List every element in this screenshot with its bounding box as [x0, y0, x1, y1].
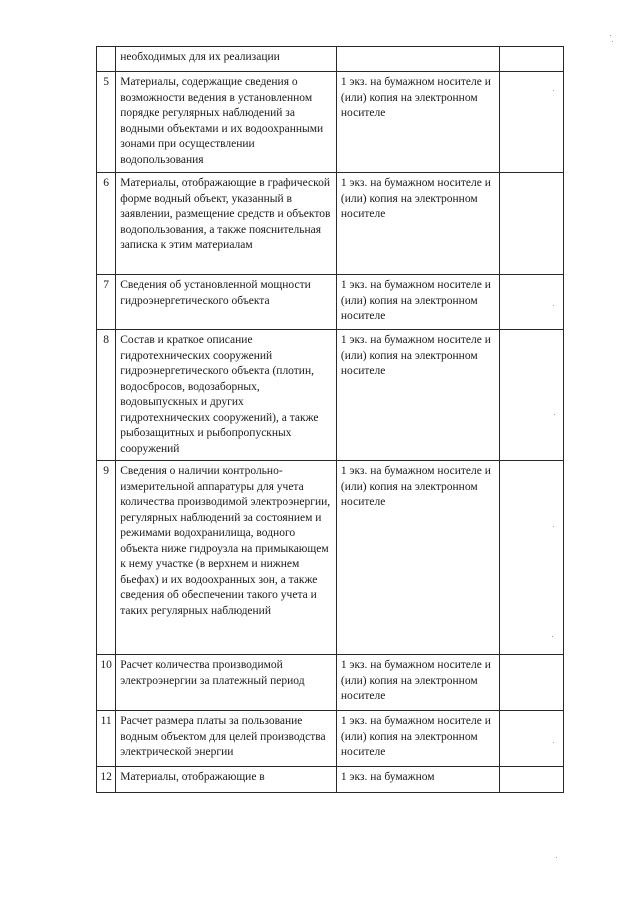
- document-name: Сведения о наличии контрольно-измерительной аппаратуры для учета количества производимой электроэнергии, регулярных наблюдений за состоянием и режимами водохранилища, водного объекта ниже гидроузла на примыкающем к нему участке (в верхнем и нижнем бьефах) и их водоохранных зон, а также сведения об обеспечении такого учета и таких регулярных наблюдений: [116, 461, 337, 655]
- submission-form: 1 экз. на бумажном носителе и (или) копия на электронном носителе: [336, 330, 499, 461]
- document-name: Материалы, отображающие в графической форме водный объект, указанный в заявлении, размещение средств и объектов водопользования, а также пояснительная записка к этим материалам: [116, 173, 337, 275]
- submission-form: 1 экз. на бумажном носителе и (или) копия на электронном носителе: [336, 72, 499, 173]
- document-name: Расчет размера платы за пользование водным объектом для целей производства электрической энергии: [116, 711, 337, 767]
- row-number: 7: [97, 275, 116, 330]
- note-cell: [499, 72, 563, 173]
- note-cell: [499, 173, 563, 275]
- table-row: [97, 767, 564, 793]
- row-number: 8: [97, 330, 116, 461]
- scan-speck: [610, 35, 611, 36]
- table-row: [97, 711, 564, 767]
- table-row: [97, 47, 564, 72]
- document-name: Расчет количества производимой электроэнергии за платежный период: [116, 655, 337, 711]
- table-row: [97, 275, 564, 330]
- table-row: [97, 173, 564, 275]
- scan-speck: [553, 742, 554, 743]
- note-cell: [499, 47, 563, 72]
- document-name: Состав и краткое описание гидротехнических сооружений гидроэнергетического объекта (плотин, водосбросов, водозаборных, водовыпускных и других гидротехнических сооружений), а также рыбозащитных и рыбопропускных сооружений: [116, 330, 337, 461]
- note-cell: [499, 275, 563, 330]
- scan-speck: [554, 414, 555, 415]
- document-table: [96, 46, 564, 793]
- document-name: Сведения об установленной мощности гидроэнергетического объекта: [116, 275, 337, 330]
- table-row: [97, 655, 564, 711]
- note-cell: [499, 330, 563, 461]
- note-cell: [499, 655, 563, 711]
- row-number: 5: [97, 72, 116, 173]
- submission-form: 1 экз. на бумажном носителе и (или) копия на электронном носителе: [336, 275, 499, 330]
- note-cell: [499, 461, 563, 655]
- document-name: Материалы, содержащие сведения о возможности ведения в установленном порядке регулярных наблюдений за водными объектами и их водоохранными зонами при осуществлении водопользования: [116, 72, 337, 173]
- submission-form: 1 экз. на бумажном носителе и (или) копия на электронном носителе: [336, 173, 499, 275]
- submission-form: 1 экз. на бумажном носителе и (или) копия на электронном носителе: [336, 711, 499, 767]
- row-number: 6: [97, 173, 116, 275]
- submission-form: 1 экз. на бумажном носителе и (или) копия на электронном носителе: [336, 655, 499, 711]
- note-cell: [499, 711, 563, 767]
- submission-form: [336, 47, 499, 72]
- document-name: необходимых для их реализации: [116, 47, 337, 72]
- scan-speck: [553, 526, 554, 527]
- scan-speck: [553, 305, 554, 306]
- scan-speck: [612, 41, 613, 42]
- submission-form: 1 экз. на бумажном: [336, 767, 499, 793]
- submission-form: 1 экз. на бумажном носителе и (или) копия на электронном носителе: [336, 461, 499, 655]
- scan-speck: [552, 636, 553, 637]
- table-row: [97, 72, 564, 173]
- row-number: [97, 47, 116, 72]
- row-number: 9: [97, 461, 116, 655]
- table-row: [97, 461, 564, 655]
- note-cell: [499, 767, 563, 793]
- row-number: 12: [97, 767, 116, 793]
- scan-speck: [556, 857, 557, 858]
- row-number: 10: [97, 655, 116, 711]
- table-row: [97, 330, 564, 461]
- document-name: Материалы, отображающие в: [116, 767, 337, 793]
- row-number: 11: [97, 711, 116, 767]
- scan-speck: [553, 90, 554, 91]
